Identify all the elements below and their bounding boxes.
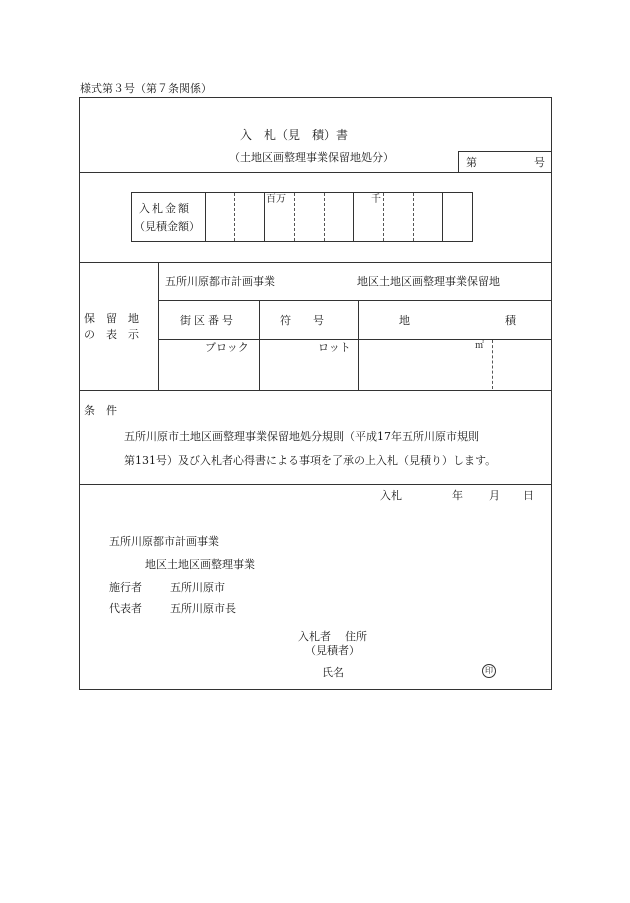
form-subtitle: （土地区画整理事業保留地処分） [229,151,394,164]
row-block: ブロック [205,341,249,354]
date-year: 年 [452,489,463,502]
divider-land [79,390,552,391]
amount-label-2: （見積金額） [134,220,200,233]
row-lot: ロット [318,341,351,354]
project-suffix: 地区土地区画整理事業保留地 [357,275,500,288]
conditions-line-2: 第131号）及び入札者心得書による事項を了承の上入札（見積り）します。 [124,454,497,467]
land-row-divider [158,300,552,301]
bidder-name-label: 氏名 [322,666,344,679]
amount-digit-sep [353,192,354,242]
date-nyusatsu: 入札 [380,489,402,502]
divider-title [79,172,552,173]
project-name: 五所川原都市計画事業 [165,275,275,288]
number-dai: 第 [466,156,477,169]
executor-value: 五所川原市 [170,581,225,594]
land-label-divider [158,262,159,390]
header-area-left: 地 [399,314,410,327]
form-id: 様式第３号（第７条関係） [80,82,212,95]
amount-digit-sep [264,192,265,242]
conditions-label: 条 件 [84,404,117,417]
amount-digit-sep [442,192,443,242]
amount-digit-sep [294,193,295,241]
amount-label-1: 入札金額 [139,202,191,215]
rep-value: 五所川原市長 [170,602,236,615]
rep-label: 代表者 [109,602,142,615]
divider-amount [79,262,552,263]
addressee-line-1: 五所川原都市計画事業 [109,535,219,548]
amount-box [131,192,473,242]
amount-digit-sep [383,193,384,241]
number-go: 号 [534,156,545,169]
divider-conditions [79,484,552,485]
bidder-sub-label: （見積者） [305,644,360,657]
seal-char: 印 [485,666,493,675]
bidder-address-label: 住所 [345,630,367,643]
date-month: 月 [489,489,500,502]
unit-thousand: 千 [371,194,381,205]
header-area-right: 積 [505,314,516,327]
bidder-label: 入札者 [298,630,331,643]
form-frame [79,97,552,690]
unit-million: 百万 [266,194,286,205]
form-title: 入 札（見 積）書 [240,128,349,142]
conditions-line-1: 五所川原市土地区画整理事業保留地処分規則（平成17年五所川原市規則 [124,430,479,443]
land-col-divider [259,300,260,390]
area-decimal-divider [492,340,493,389]
date-day: 日 [523,489,534,502]
land-label-2: の 表 示 [84,328,139,341]
amount-digit-sep [413,193,414,241]
land-col-divider [358,300,359,390]
executor-label: 施行者 [109,581,142,594]
amount-digit-sep [234,193,235,241]
row-sqm: ㎡ [475,341,485,351]
header-block-no: 街区番号 [180,314,236,327]
seal-mark [482,664,496,678]
amount-label-divider [205,192,206,242]
amount-digit-sep [324,193,325,241]
addressee-line-2: 地区土地区画整理事業 [145,558,255,571]
land-label-1: 保 留 地 [84,312,139,325]
header-symbol: 符 号 [280,314,324,327]
